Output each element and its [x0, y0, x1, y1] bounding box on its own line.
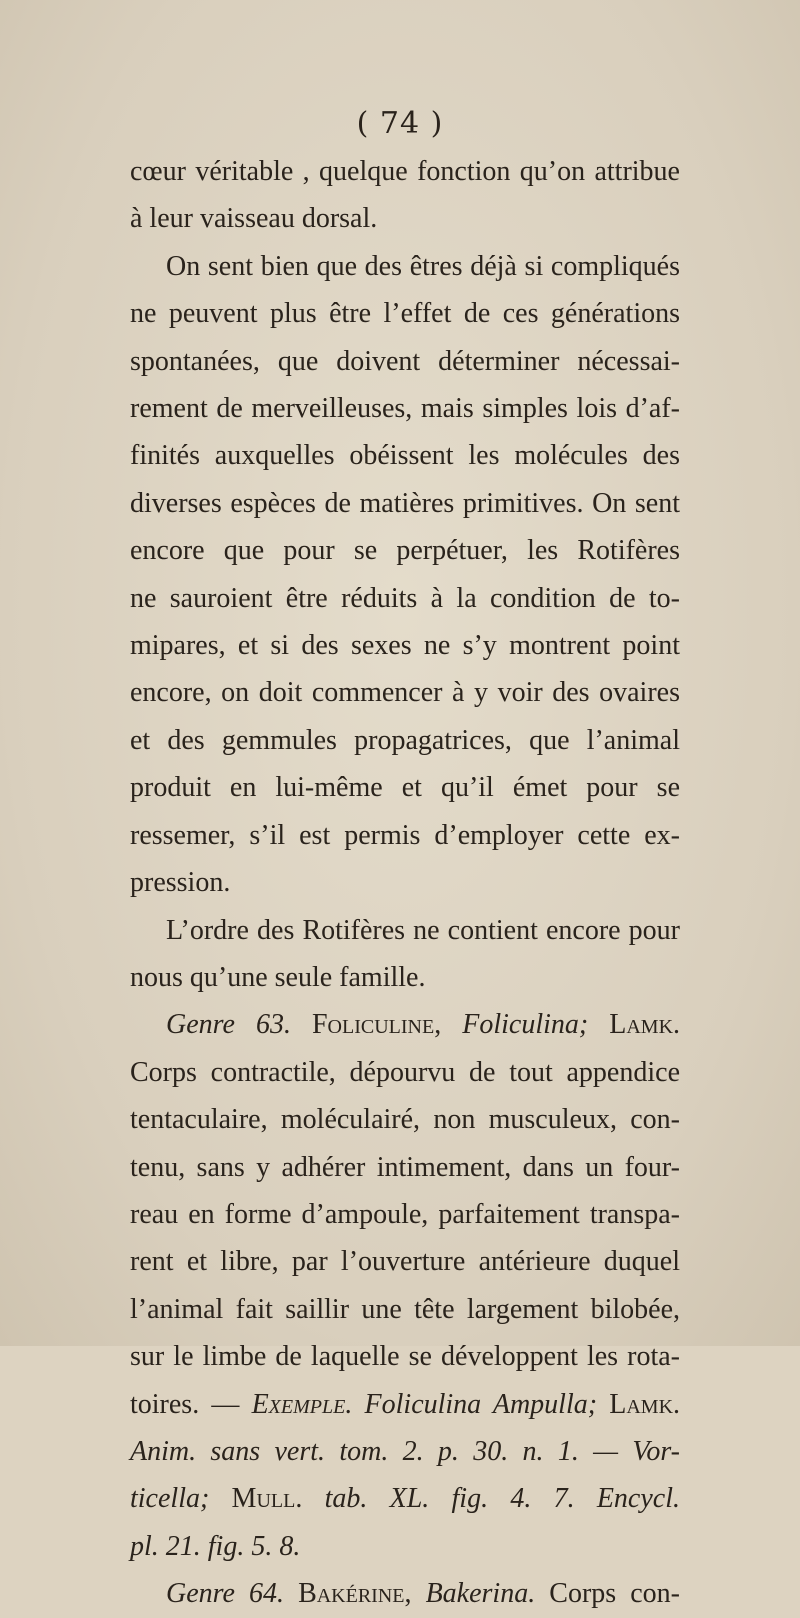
text-line: cœur véritable , quelque fonction qu’on attribue — [130, 156, 680, 187]
genre-description: Corps con- — [549, 1578, 680, 1610]
genre-64-heading — [130, 1570, 680, 1617]
text-line: nous qu’une seule famille. — [130, 961, 426, 993]
genre-latin: Bakerina. — [425, 1578, 536, 1610]
text-line: et des gemmules propagatrices, que l’animal — [130, 724, 680, 756]
genre-author: Lamk. — [609, 1009, 681, 1041]
genre-label: Genre 63. — [166, 1009, 291, 1041]
example-line — [130, 1381, 680, 1428]
example-species: Foliculina Ampulla; — [364, 1388, 598, 1420]
genre-latin: Foliculina; — [462, 1009, 589, 1041]
text-line: encore, on doit commencer à y voir des ovaires — [130, 677, 680, 709]
text-line: tentaculaire, moléculairé, non musculeux, con- — [130, 1104, 680, 1136]
genre-label: Genre 64. — [166, 1578, 284, 1610]
text-line: diverses espèces de matières primitives. On sent — [130, 487, 680, 519]
reference-line: Anim. sans vert. tom. 2. p. 30. n. 1. — Vor- — [130, 1435, 680, 1467]
example-label: Exemple. — [251, 1388, 353, 1420]
reference-genus: ticella; — [130, 1483, 210, 1515]
text-line: l’animal fait saillir une tête largement bilobée, — [130, 1293, 680, 1325]
text-line: ne sauroient être réduits à la condition de to- — [130, 582, 680, 614]
text-line: ressemer, s’il est permis d’employer cette ex- — [130, 819, 680, 851]
text-line: à leur vaisseau dorsal. — [130, 203, 378, 235]
text-line: produit en lui-même et qu’il émet pour se — [130, 772, 680, 804]
page-body — [130, 148, 680, 1618]
text-line: mipares, et si des sexes ne s’y montrent point — [130, 630, 680, 662]
example-pre: toires. — — [130, 1388, 240, 1420]
text-line: reau en forme d’ampoule, parfaitement transpa- — [130, 1198, 680, 1230]
text-line: sur le limbe de laquelle se développent les rota- — [130, 1341, 680, 1373]
genre-name: Bakérine, — [298, 1578, 412, 1610]
text-line: rement de merveilleuses, mais simples lois d’af- — [130, 393, 680, 425]
text-line: spontanées, que doivent déterminer nécessai- — [130, 345, 680, 377]
reference-author: Mull. — [231, 1483, 303, 1515]
text-line: ne peuvent plus être l’effet de ces générations — [130, 298, 680, 330]
genre-name: Foliculine, — [311, 1009, 442, 1041]
reference-detail: tab. XL. fig. 4. 7. Encycl. — [324, 1483, 680, 1515]
reference-line: pl. 21. fig. 5. 8. — [130, 1530, 301, 1562]
text-line: encore que pour se perpétuer, les Rotifères — [130, 535, 680, 567]
text-line: On sent bien que des êtres déjà si compliqués — [166, 250, 680, 282]
example-author: Lamk. — [609, 1388, 681, 1420]
text-line: tenu, sans y adhérer intimement, dans un four- — [130, 1151, 680, 1183]
text-line: pression. — [130, 867, 231, 899]
genre-63-heading — [130, 1001, 680, 1048]
text-line: finités auxquelles obéissent les molécules des — [130, 440, 680, 472]
text-line: Corps contractile, dépourvu de tout appendice — [130, 1056, 680, 1088]
text-line: L’ordre des Rotifères ne contient encore pour — [166, 914, 680, 946]
page-number: ( 74 ) — [356, 106, 444, 141]
reference-line — [130, 1475, 680, 1522]
text-line: rent et libre, par l’ouverture antérieure duquel — [130, 1246, 680, 1278]
